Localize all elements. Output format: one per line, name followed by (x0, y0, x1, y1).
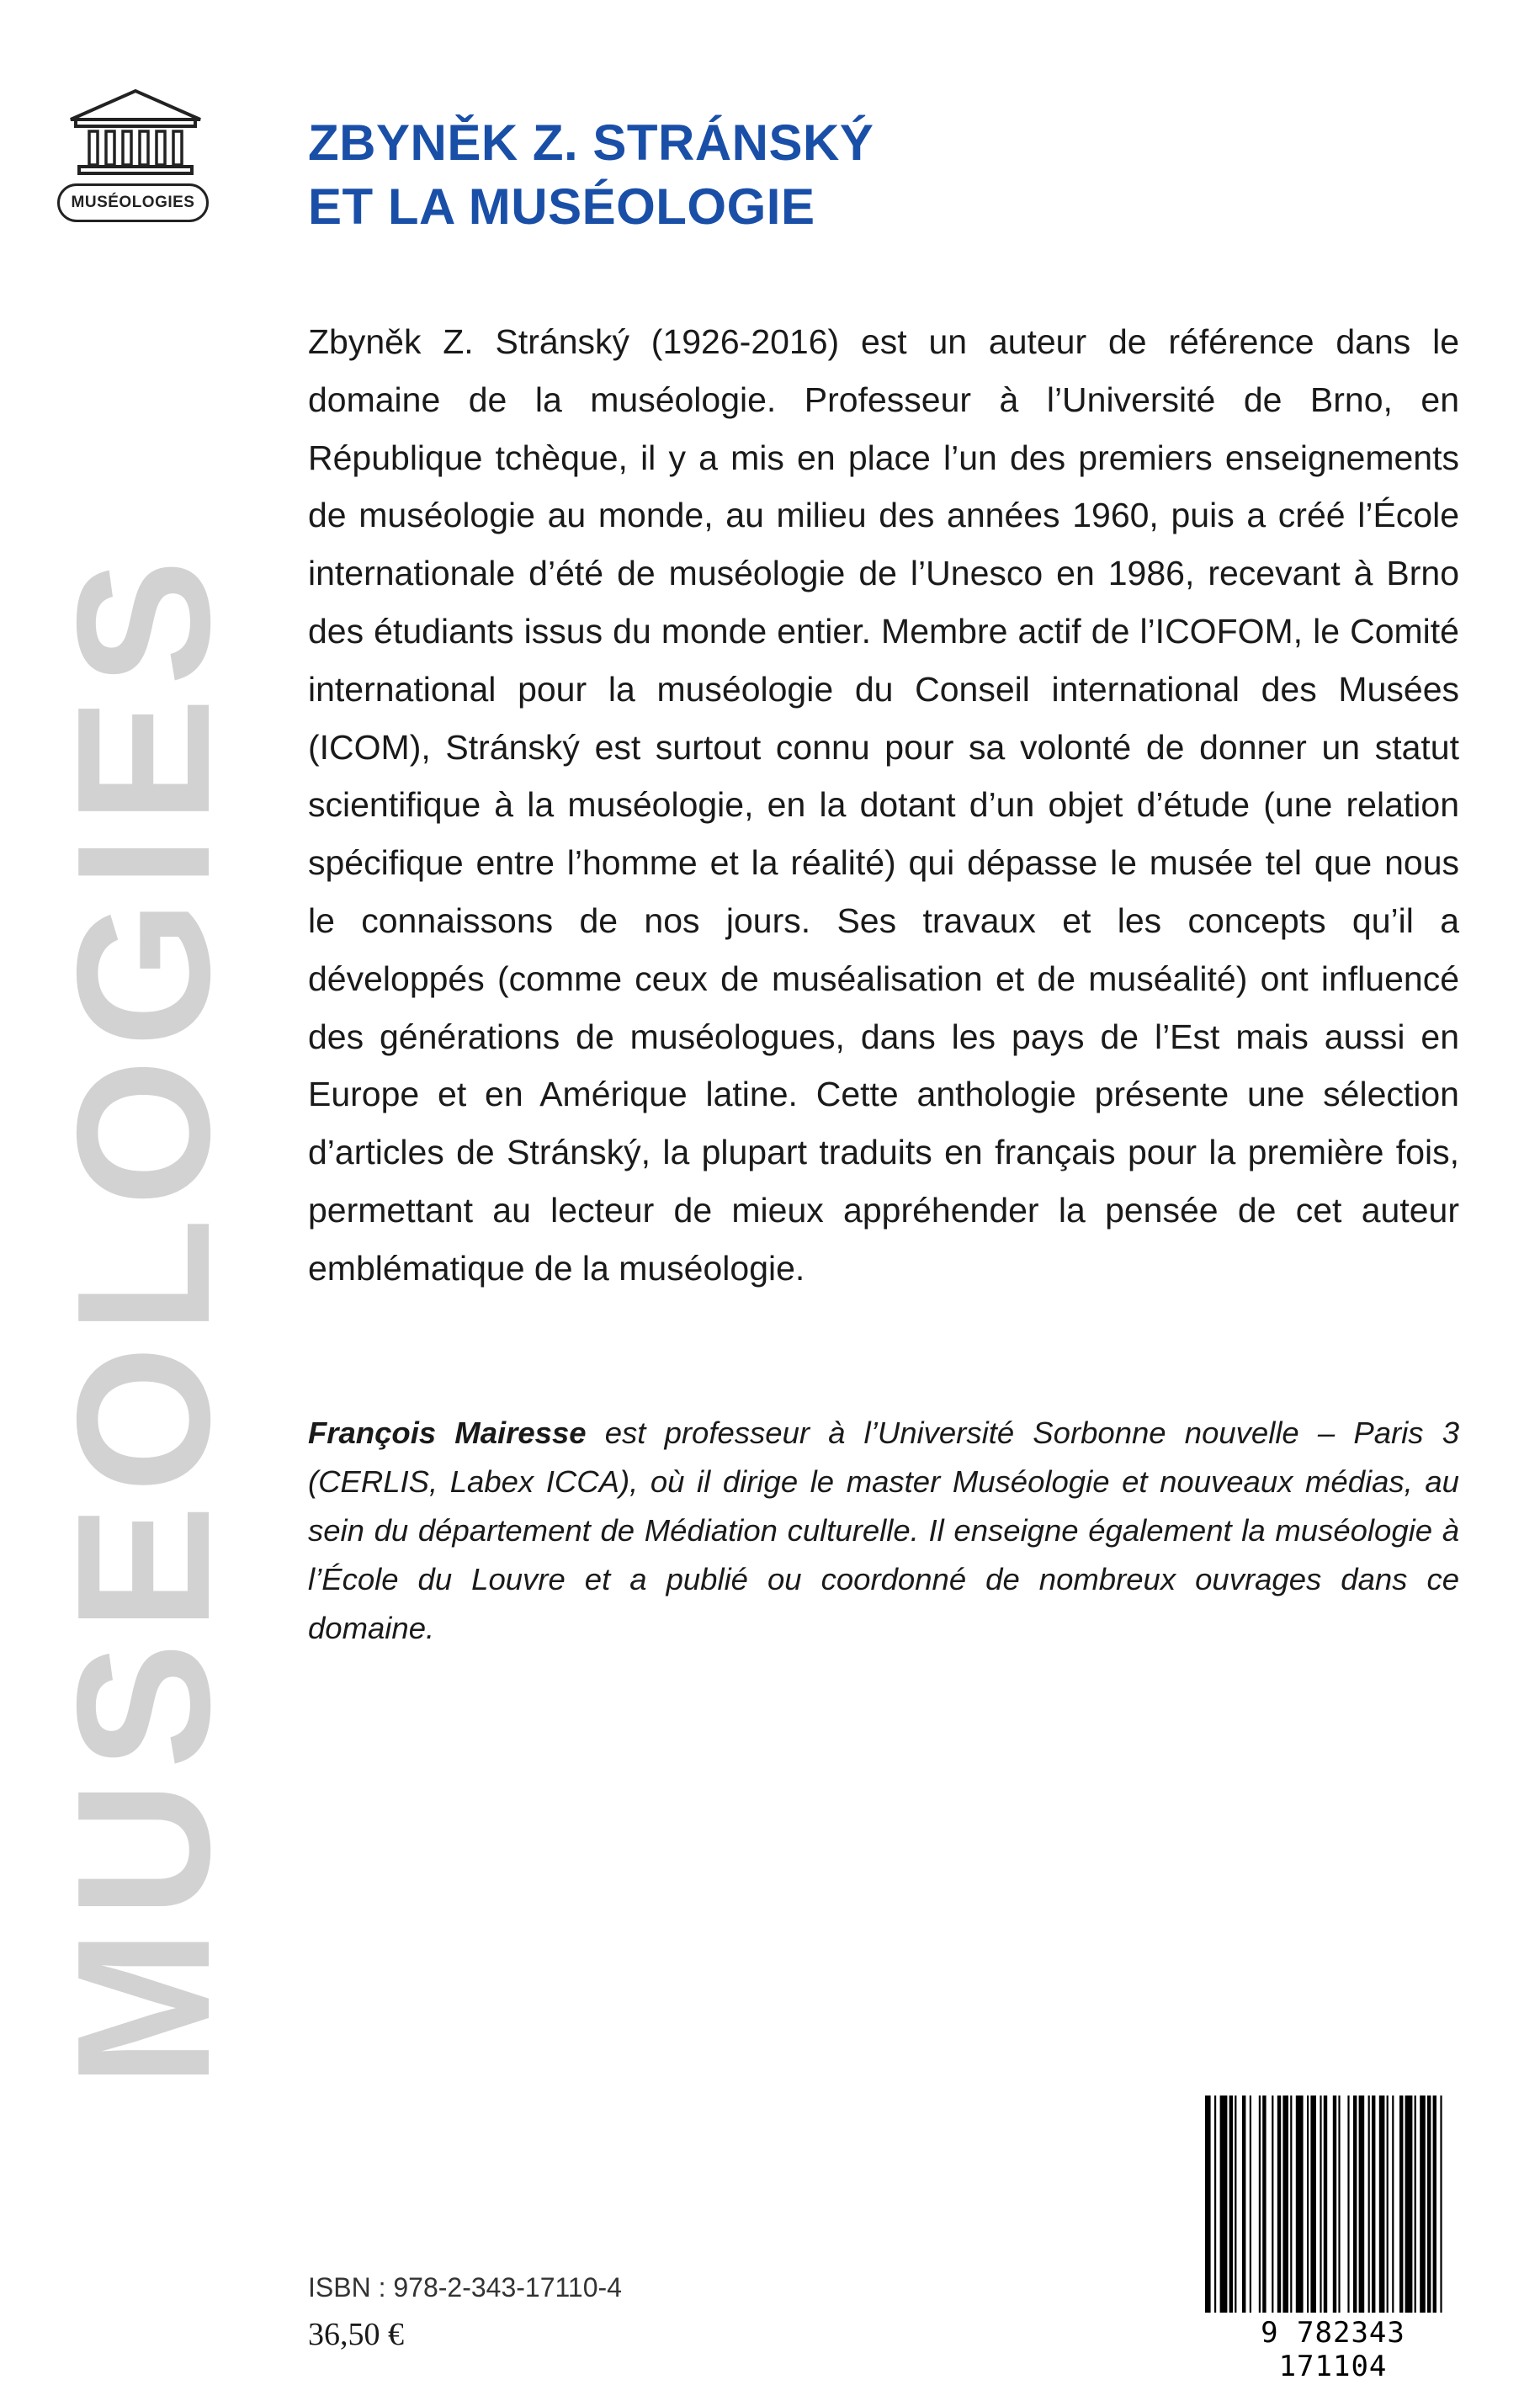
barcode-bar (1433, 2096, 1436, 2313)
barcode-bar (1420, 2096, 1426, 2313)
barcode-bar (1235, 2096, 1236, 2313)
barcode-bar (1368, 2096, 1370, 2313)
barcode-bar (1359, 2096, 1365, 2313)
barcode-bar (1205, 2096, 1211, 2313)
isbn: ISBN : 978-2-343-17110-4 (308, 2272, 622, 2303)
barcode-bar (1427, 2096, 1431, 2313)
barcode-bar (1296, 2096, 1304, 2313)
barcode-bar (1347, 2096, 1349, 2313)
author-name: François Mairesse (308, 1416, 587, 1450)
book-description: Zbyněk Z. Stránský (1926-2016) est un auteur de référence dans le domaine de la muséologie. Professeur à l’Université de Brno, en République tchèque, il y a mis en place l’un des premiers enseignements de muséologie au monde, au milieu des années 1960, puis a créé l’École internationale d’été de muséologie de l’Unesco en 1986, recevant à Brno des étudiants issus du monde entier. Membre actif de l’ICOFOM, le Comité international pour la muséologie du Conseil international des Musées (ICOM), Stránský est surtout connu pour sa volonté de donner un statut scientifique à la muséologie, en la dotant d’un objet d’étude (une relation spécifique entre l’homme et la réalité) qui dépasse le musée tel que nous le connaissons de nos jours. Ses travaux et les concepts qu’il a développés (comme ceux de muséalisation et de muséalité) ont influencé des générations de muséologues, dans les pays de l’Est mais aussi en Europe et en Amérique latine. Cette anthologie présente une sélection d’articles de Stránský, la plupart traduits en français pour la première fois, permettant au lecteur de mieux appréhender la pensée de cet auteur emblématique de la muséologie. (308, 322, 1459, 1288)
barcode-bar (1262, 2096, 1266, 2313)
barcode-bar (1372, 2096, 1375, 2313)
barcode-bar (1405, 2096, 1413, 2313)
barcode-bars (1200, 2096, 1466, 2316)
barcode-bar (1440, 2096, 1442, 2313)
barcode-bar (1250, 2096, 1251, 2313)
barcode-bar (1282, 2096, 1288, 2313)
barcode-bar (1399, 2096, 1403, 2313)
barcode-bar (1415, 2096, 1416, 2313)
title-line-2: ET LA MUSÉOLOGIE (308, 178, 815, 235)
barcode-bar (1220, 2096, 1228, 2313)
barcode-bar (1338, 2096, 1340, 2313)
author-bio (308, 1409, 1459, 1653)
spine-series-name (37, 328, 249, 2087)
barcode-bar (1353, 2096, 1357, 2313)
series-logo (56, 84, 215, 227)
barcode-bar (1290, 2096, 1292, 2313)
book-title (308, 111, 874, 239)
series-logo-label: MUSÉOLOGIES (57, 183, 209, 222)
price: 36,50 € (308, 2317, 404, 2352)
barcode-bar (1214, 2096, 1216, 2313)
barcode-bar (1392, 2096, 1394, 2313)
barcode-bar (1387, 2096, 1389, 2313)
barcode-bar (1333, 2096, 1336, 2313)
museum-building-icon (56, 84, 215, 181)
spine-text: MUSEOLOGIES (37, 547, 249, 2087)
barcode-bar (1379, 2096, 1385, 2313)
barcode-bar (1320, 2096, 1321, 2313)
barcode-bar (1277, 2096, 1281, 2313)
barcode-bar (1324, 2096, 1327, 2313)
barcode-bar (1307, 2096, 1309, 2313)
barcode (1200, 2096, 1466, 2383)
barcode-digits: 9 782343 171104 (1261, 2316, 1405, 2383)
barcode-bar (1242, 2096, 1245, 2313)
barcode-bar (1259, 2096, 1261, 2313)
barcode-bar (1310, 2096, 1316, 2313)
author-bio-text: est professeur à l’Université Sorbonne nouvelle – Paris 3 (CERLIS, Labex ICCA), où il dirige le master Muséologie et nouveaux médias, au sein du département de Médiation culturelle. Il enseigne également la muséologie à l’École du Louvre et a publié ou coordonné de nombreux ouvrages dans ce domaine. (308, 1416, 1459, 1645)
title-line-1: ZBYNĚK Z. STRÁNSKÝ (308, 114, 874, 171)
barcode-bar (1272, 2096, 1273, 2313)
barcode-bar (1229, 2096, 1233, 2313)
